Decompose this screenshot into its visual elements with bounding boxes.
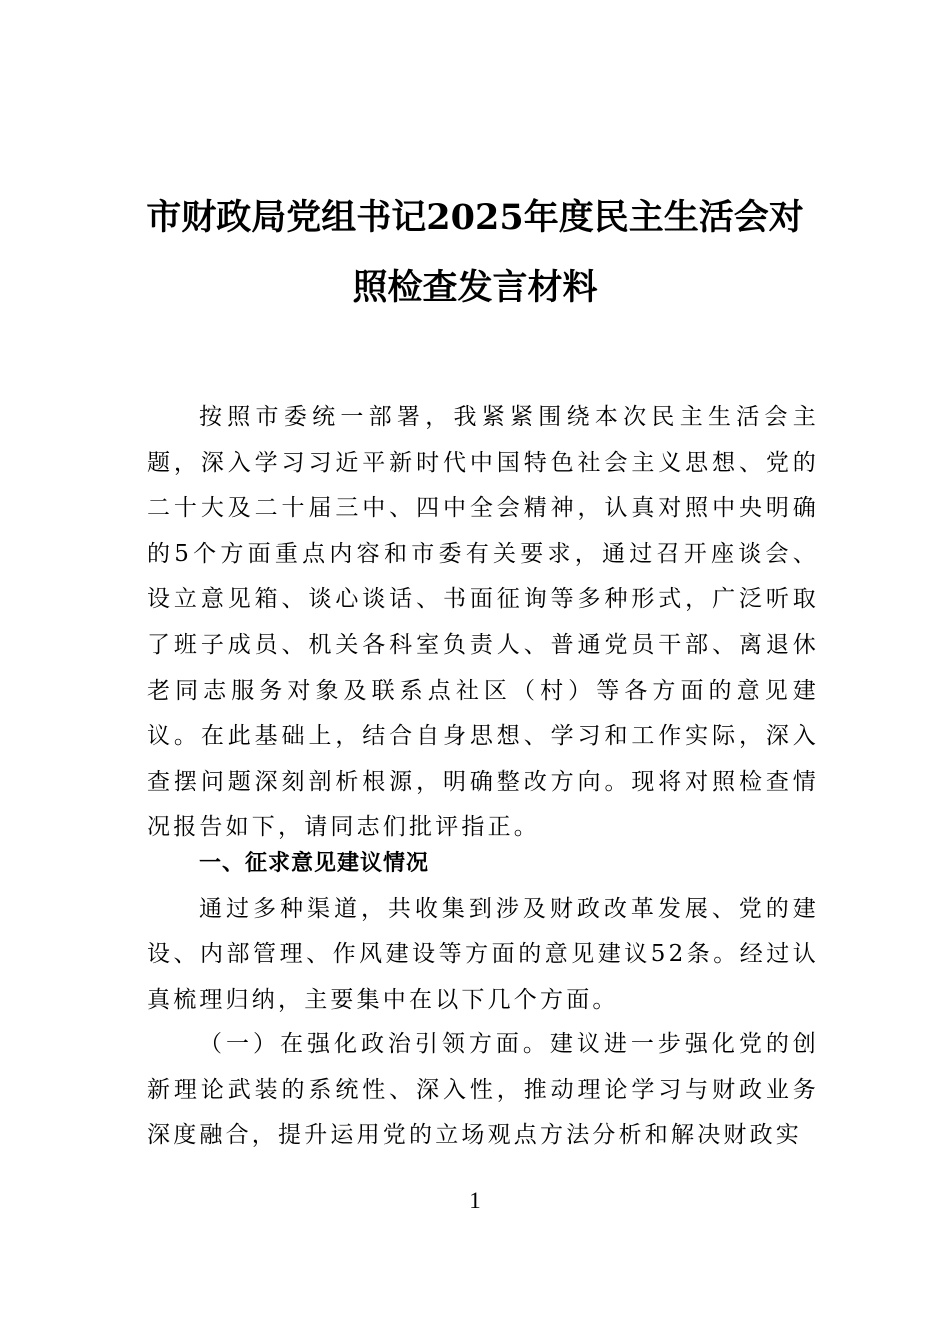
section-1 bbox=[147, 841, 819, 1023]
subsection-1-text: 建议进一步强化党的创新理论武装的系统性、深入性，推动理论学习与财政业务深度融合，提升运用党的立场观点方法分析和解决财政实 bbox=[147, 1031, 820, 1149]
subsection-1-paragraph bbox=[147, 1022, 819, 1159]
document-title-line-1: 市财政局党组书记2025年度民主生活会对 bbox=[146, 197, 804, 238]
subsection-1 bbox=[147, 1022, 819, 1159]
document-title-line-2: 照检查发言材料 bbox=[352, 267, 598, 308]
section-1-heading: 一、征求意见建议情况 bbox=[199, 851, 430, 876]
subsection-1-lead: （一）在强化政治引领方面。 bbox=[199, 1031, 550, 1057]
section-1-paragraph: 通过多种渠道，共收集到涉及财政改革发展、党的建设、内部管理、作风建设等方面的意见建议52条。经过认真梳理归纳，主要集中在以下几个方面。 bbox=[147, 895, 819, 1013]
page-number: 1 bbox=[469, 1188, 481, 1213]
intro-paragraph: 按照市委统一部署，我紧紧围绕本次民主生活会主题，深入学习习近平新时代中国特色社会主义思想、党的二十大及二十届三中、四中全会精神，认真对照中央明确的5个方面重点内容和市委有关要求，通过召开座谈会、设立意见箱、谈心谈话、书面征询等多种形式，广泛听取了班子成员、机关各科室负责人、普通党员干部、离退休老同志服务对象及联系点社区（村）等各方面的意见建议。在此基础上，结合自身思想、学习和工作实际，深入查摆问题深刻剖析根源，明确整改方向。现将对照检查情况报告如下，请同志们批评指正。 bbox=[147, 404, 819, 841]
document-body bbox=[147, 395, 819, 851]
